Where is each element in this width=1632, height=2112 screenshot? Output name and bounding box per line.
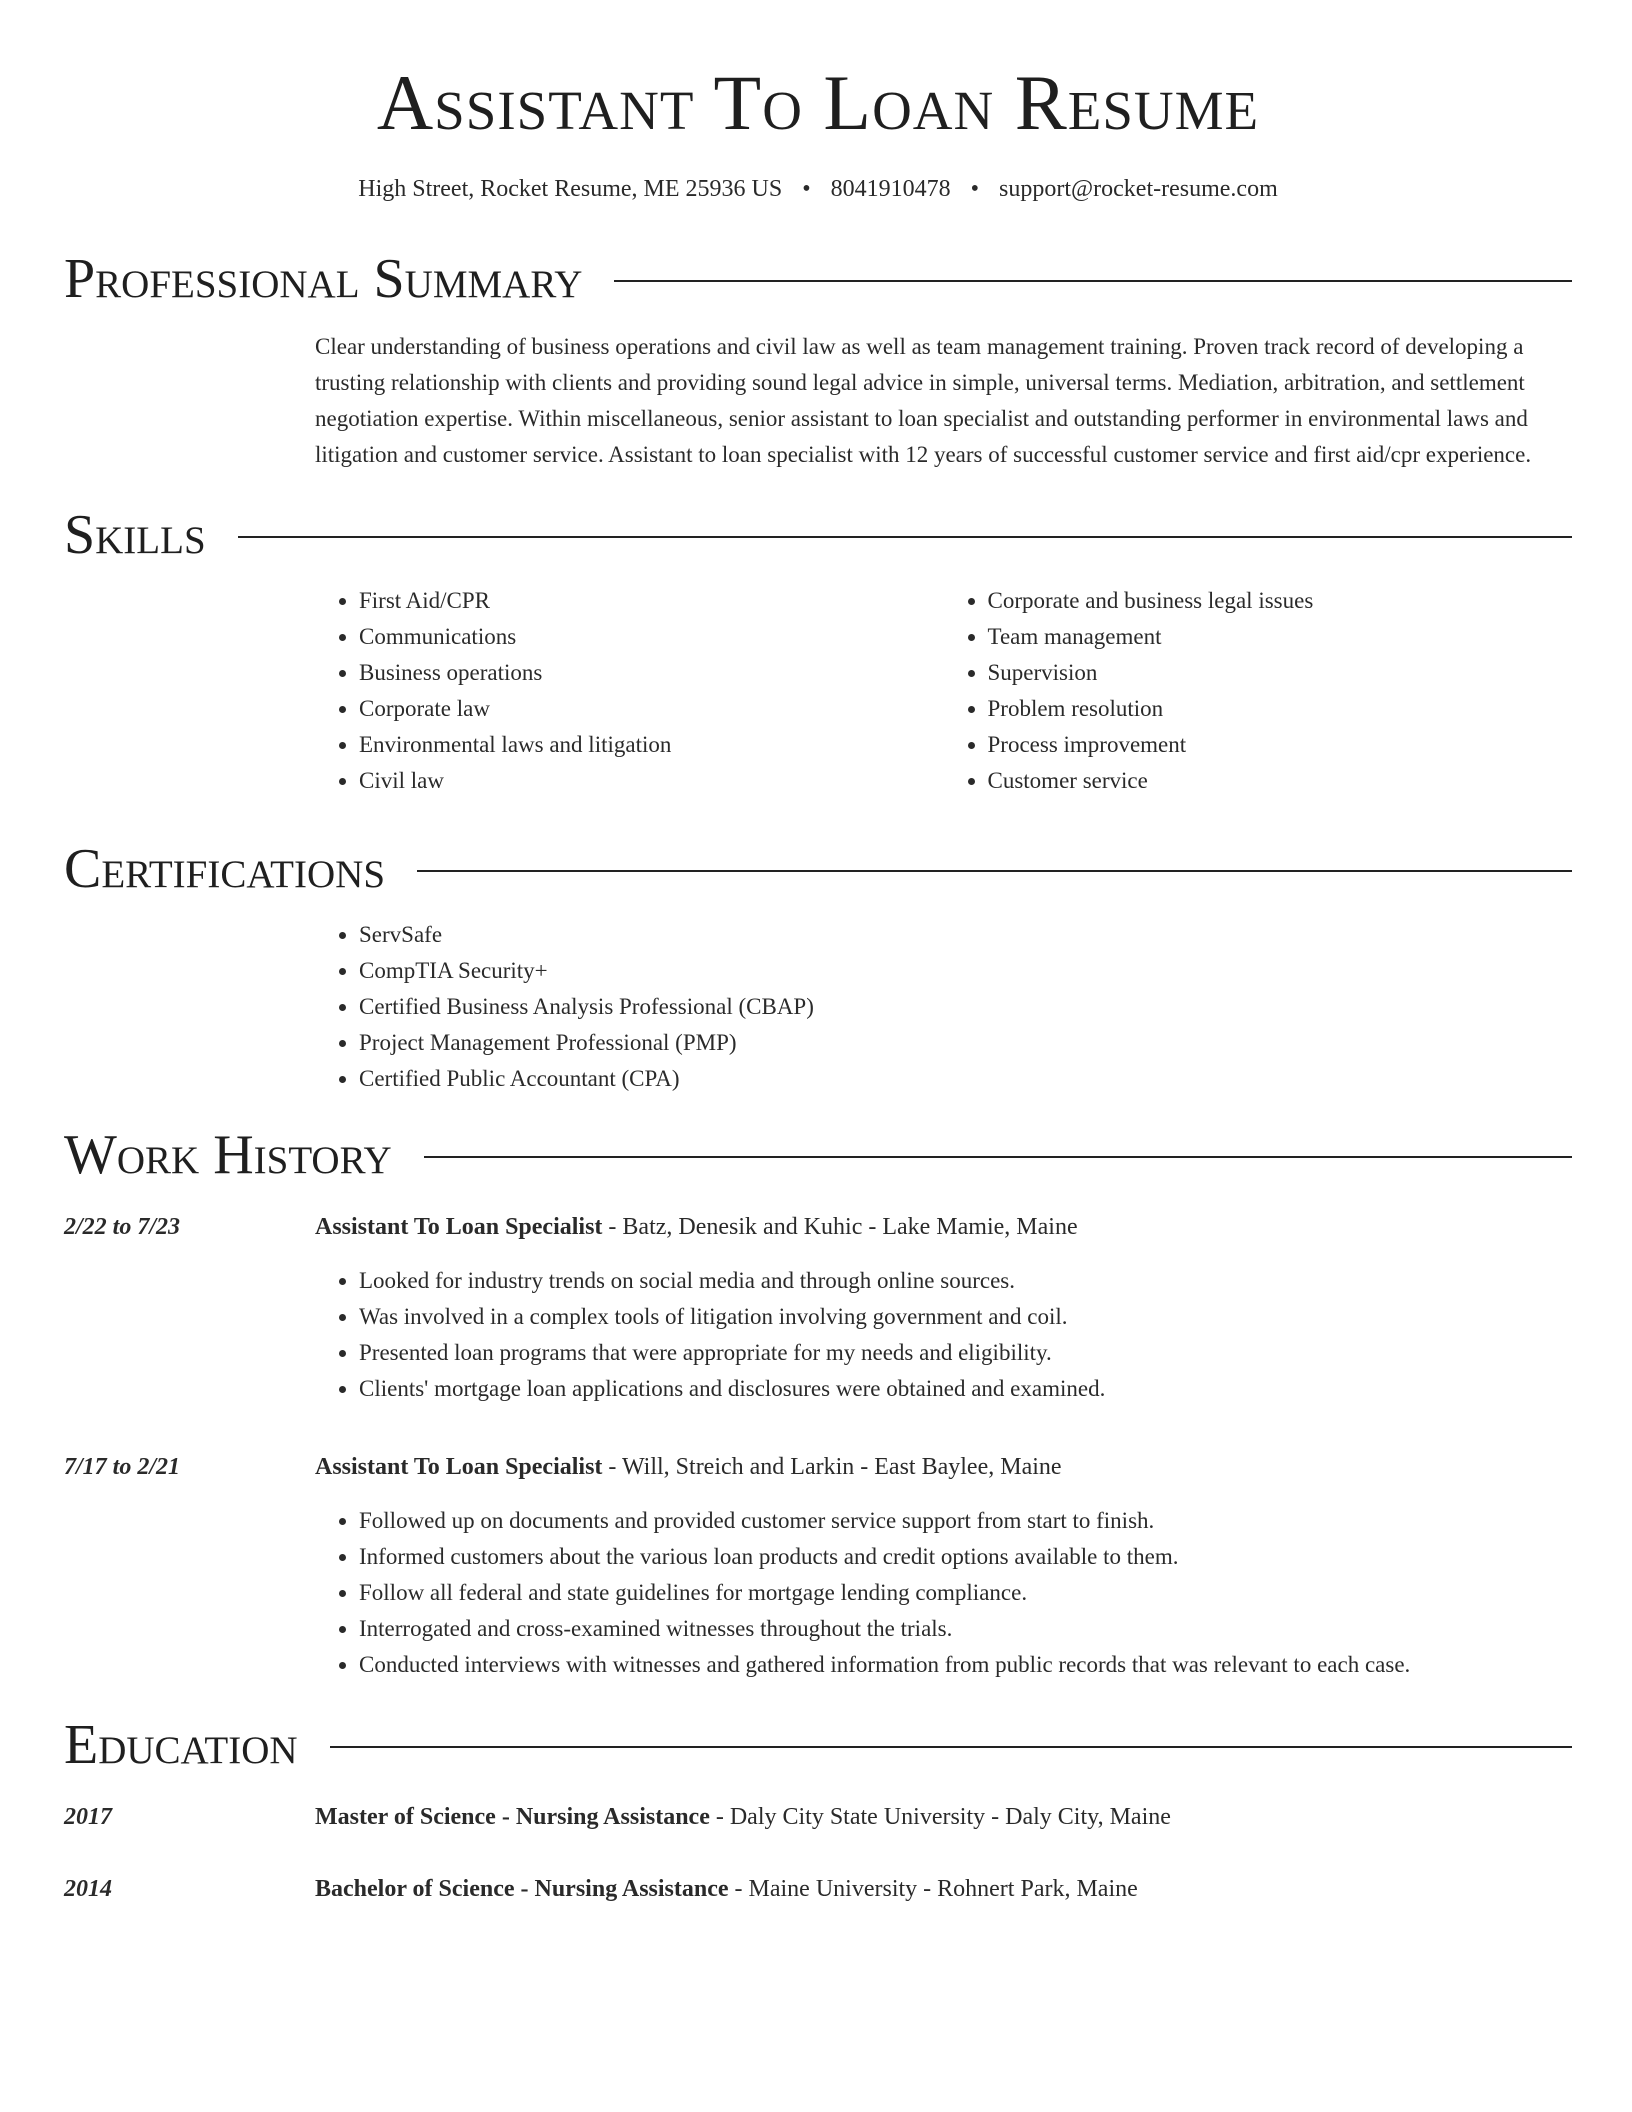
certification-item: • Project Management Professional (PMP) bbox=[359, 1025, 1572, 1061]
education-entry bbox=[64, 1799, 1572, 1835]
job-bullets bbox=[315, 1263, 1572, 1407]
work-section-header bbox=[64, 1124, 1572, 1186]
job-title: Assistant To Loan Specialist bbox=[315, 1454, 603, 1480]
skills-right-list bbox=[944, 583, 1573, 799]
job-bullet: • Interrogated and cross-examined witnesses throughout the trials. bbox=[359, 1611, 1572, 1647]
summary-heading: Professional Summary bbox=[64, 248, 583, 310]
education-degree: Bachelor of Science - Nursing Assistance bbox=[315, 1876, 729, 1902]
contact-phone: 8041910478 bbox=[830, 176, 951, 202]
education-school: - Daly City State University - Daly City, Maine bbox=[709, 1804, 1171, 1830]
resume-title: Assistant To Loan Resume bbox=[376, 59, 1260, 146]
job-bullet: • Informed customers about the various loan products and credit options available to them. bbox=[359, 1539, 1572, 1575]
section-divider bbox=[417, 870, 1572, 872]
skill-item: • Supervision bbox=[988, 655, 1573, 691]
section-divider bbox=[330, 1746, 1572, 1748]
contact-separator: • bbox=[970, 176, 980, 202]
skill-item: • Process improvement bbox=[988, 727, 1573, 763]
section-divider bbox=[424, 1156, 1572, 1158]
skill-item: • Team management bbox=[988, 619, 1573, 655]
certifications-block bbox=[315, 917, 1572, 1097]
certification-item: • CompTIA Security+ bbox=[359, 953, 1572, 989]
education-year: 2017 bbox=[64, 1804, 112, 1830]
skill-item: • Corporate law bbox=[359, 691, 944, 727]
work-heading: Work History bbox=[64, 1124, 392, 1186]
job-body bbox=[315, 1209, 1572, 1407]
skills-left-list bbox=[315, 583, 944, 799]
job-employer: - Will, Streich and Larkin - East Baylee, Maine bbox=[602, 1454, 1062, 1480]
job-bullets bbox=[315, 1503, 1572, 1683]
job-headline bbox=[315, 1209, 1572, 1245]
job-bullet: • Presented loan programs that were appropriate for my needs and eligibility. bbox=[359, 1335, 1572, 1371]
contact-separator: • bbox=[802, 176, 811, 202]
job-entry bbox=[64, 1209, 1572, 1407]
certifications-section-header bbox=[64, 838, 1572, 900]
job-employer: - Batz, Denesik and Kuhic - Lake Mamie, Maine bbox=[602, 1214, 1078, 1240]
education-entry bbox=[64, 1871, 1572, 1907]
section-divider bbox=[614, 280, 1572, 282]
job-bullet: • Followed up on documents and provided customer service support from start to finish. bbox=[359, 1503, 1572, 1539]
job-entry bbox=[64, 1449, 1572, 1683]
education-headline bbox=[315, 1871, 1572, 1907]
summary-text: Clear understanding of business operations and civil law as well as team management training. Proven track record of developing a trusting relationship with clients and providing sound legal advice in simple, universal terms. Mediation, arbitration, and settlement negotiation expertise. Within miscellaneous, senior assistant to loan specialist and outstanding performer in environmental laws and litigation and customer service. Assistant to loan specialist with 12 years of successful customer service and first aid/cpr experience. bbox=[315, 334, 1532, 467]
skill-item: • First Aid/CPR bbox=[359, 583, 944, 619]
certification-item: • ServSafe bbox=[359, 917, 1572, 953]
section-divider bbox=[238, 536, 1572, 538]
skills-columns bbox=[315, 583, 1572, 799]
job-bullet: • Was involved in a complex tools of litigation involving government and coil. bbox=[359, 1299, 1572, 1335]
education-heading: Education bbox=[64, 1714, 298, 1776]
resume-page bbox=[64, 0, 1572, 1907]
job-dates: 7/17 to 2/21 bbox=[64, 1454, 181, 1480]
certifications-heading: Certifications bbox=[64, 838, 386, 900]
skills-section-header bbox=[64, 504, 1572, 566]
education-degree: Master of Science - Nursing Assistance bbox=[315, 1804, 710, 1830]
skill-item: • Communications bbox=[359, 619, 944, 655]
job-bullet: • Follow all federal and state guidelines for mortgage lending compliance. bbox=[359, 1575, 1572, 1611]
skills-heading: Skills bbox=[64, 504, 206, 566]
job-body bbox=[315, 1449, 1572, 1683]
education-body bbox=[315, 1799, 1572, 1835]
skill-item: • Civil law bbox=[359, 763, 944, 799]
job-title: Assistant To Loan Specialist bbox=[315, 1214, 603, 1240]
education-school: - Maine University - Rohnert Park, Maine bbox=[728, 1876, 1138, 1902]
skill-item: • Business operations bbox=[359, 655, 944, 691]
skill-item: • Corporate and business legal issues bbox=[988, 583, 1573, 619]
job-bullet: • Conducted interviews with witnesses and gathered information from public records that was relevant to each case. bbox=[359, 1647, 1572, 1683]
certification-item: • Certified Public Accountant (CPA) bbox=[359, 1061, 1572, 1097]
education-headline bbox=[315, 1799, 1572, 1835]
skill-item: • Problem resolution bbox=[988, 691, 1573, 727]
contact-line bbox=[64, 176, 1572, 203]
education-body bbox=[315, 1871, 1572, 1907]
job-dates: 2/22 to 7/23 bbox=[64, 1214, 181, 1240]
contact-email: support@rocket-resume.com bbox=[999, 176, 1278, 202]
skill-item: • Customer service bbox=[988, 763, 1573, 799]
job-bullet: • Looked for industry trends on social media and through online sources. bbox=[359, 1263, 1572, 1299]
certifications-list bbox=[315, 917, 1572, 1097]
education-section-header bbox=[64, 1714, 1572, 1776]
contact-address: High Street, Rocket Resume, ME 25936 US bbox=[358, 176, 783, 202]
job-bullet: • Clients' mortgage loan applications and disclosures were obtained and examined. bbox=[359, 1371, 1572, 1407]
skill-item: • Environmental laws and litigation bbox=[359, 727, 944, 763]
certification-item: • Certified Business Analysis Professional (CBAP) bbox=[359, 989, 1572, 1025]
summary-section-header bbox=[64, 248, 1572, 310]
job-headline bbox=[315, 1449, 1572, 1485]
education-year: 2014 bbox=[64, 1876, 112, 1902]
